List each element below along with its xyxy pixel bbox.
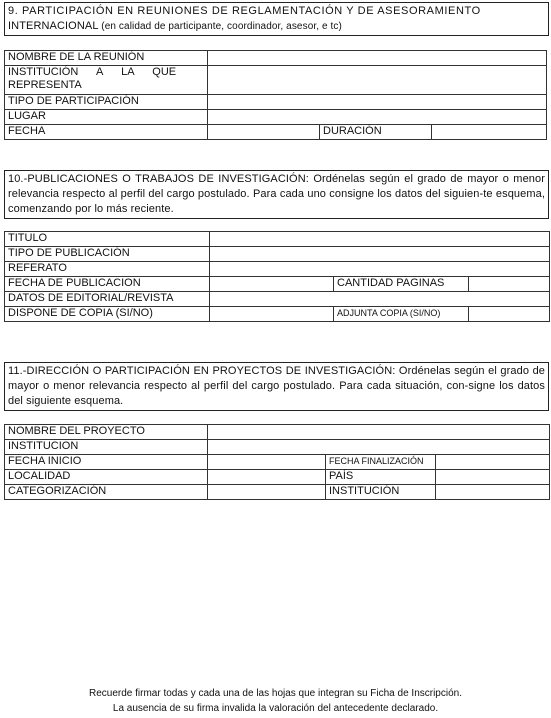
label-institucion-line2: REPRESENTA: [8, 79, 82, 91]
field-fecha-publicacion[interactable]: [210, 277, 334, 292]
field-institucion-2[interactable]: [436, 485, 550, 500]
footer-line-1: Recuerde firmar todas y cada una de las hojas que integran su Ficha de Inscripción.: [89, 688, 462, 699]
label-localidad: LOCALIDAD: [5, 470, 208, 485]
field-referato[interactable]: [210, 262, 550, 277]
label-fecha-publicacion: FECHA DE PUBLICACION: [5, 277, 210, 292]
label-dispone-copia: DISPONE DE COPIA (SI/NO): [5, 307, 210, 322]
field-fecha[interactable]: [208, 125, 320, 140]
label-institucion-2: INSTITUCIÓN: [326, 485, 436, 500]
section-9-title: 9. PARTICIPACIÓN EN REUNIONES DE REGLAMENTACIÓN Y DE ASESORAMIENTO: [8, 5, 481, 17]
section-10-header: 10.-PUBLICACIONES O TRABAJOS DE INVESTIGACIÓN: Ordénelas según el grado de mayor o menor relevancia respecto al perfil del cargo postulado. Para cada uno consigne los datos del siguien-te esquema, comenzando por lo más reciente.: [4, 170, 549, 219]
label-fecha: FECHA: [5, 125, 208, 140]
field-institucion-representa[interactable]: [208, 66, 547, 95]
section-9-title-cont: [8, 19, 545, 34]
label-datos-editorial: DATOS DE EDITORIAL/REVISTA: [5, 292, 210, 307]
field-adjunta-copia[interactable]: [469, 307, 550, 322]
footer-line-2: La ausencia de su firma invalida la valoración del antecedente declarado.: [112, 703, 439, 714]
field-tipo-participacion[interactable]: [208, 95, 547, 110]
field-pais[interactable]: [436, 470, 550, 485]
section-9-title-tail: INTERNACIONAL: [8, 20, 102, 32]
label-adjunta-copia: ADJUNTA COPIA (SI/NO): [334, 307, 469, 322]
field-fecha-finalizacion[interactable]: [436, 455, 550, 470]
label-institucion-representa: [5, 66, 208, 95]
label-institucion: INSTITUCION: [5, 440, 208, 455]
field-cantidad-paginas[interactable]: [469, 277, 550, 292]
label-fecha-inicio: FECHA INICIO: [5, 455, 208, 470]
field-categorizacion[interactable]: [208, 485, 326, 500]
label-referato: REFERATO: [5, 262, 210, 277]
label-fecha-finalizacion: FECHA FINALIZACIÓN: [326, 455, 436, 470]
section-9-header: [4, 2, 549, 36]
label-categorizacion: CATEGORIZACIÓN: [5, 485, 208, 500]
section-9-table: [4, 50, 547, 140]
section-10-table: [4, 231, 550, 322]
footer-notice: [0, 686, 551, 716]
field-nombre-reunion[interactable]: [208, 51, 547, 66]
section-11-header: 11.-DIRECCIÓN O PARTICIPACIÓN EN PROYECTOS DE INVESTIGACIÓN: Ordénelas según el grado de mayor o menor relevancia respecto al perfil del cargo postulado. Para cada situación, con-signe los datos del siguiente esquema.: [4, 362, 549, 411]
field-nombre-proyecto[interactable]: [208, 425, 550, 440]
field-institucion[interactable]: [208, 440, 550, 455]
field-dispone-copia[interactable]: [210, 307, 334, 322]
field-tipo-publicacion[interactable]: [210, 247, 550, 262]
label-tipo-publicacion: TIPO DE PUBLICACIÓN: [5, 247, 210, 262]
section-9-note: (en calidad de participante, coordinador, asesor, e tc): [101, 21, 342, 32]
label-tipo-participacion: TIPO DE PARTICIPACIÓN: [5, 95, 208, 110]
label-institucion-line1: INSTITUCIÓN A LA QUE: [8, 66, 177, 78]
label-nombre-proyecto: NOMBRE DEL PROYECTO: [5, 425, 208, 440]
label-nombre-reunion: NOMBRE DE LA REUNIÓN: [5, 51, 208, 66]
field-lugar[interactable]: [208, 110, 547, 125]
field-fecha-inicio[interactable]: [208, 455, 326, 470]
label-pais: PAÍS: [326, 470, 436, 485]
label-cantidad-paginas: CANTIDAD PAGINAS: [334, 277, 469, 292]
field-datos-editorial[interactable]: [210, 292, 550, 307]
label-duracion: DURACIÓN: [320, 125, 432, 140]
field-duracion[interactable]: [432, 125, 547, 140]
field-titulo[interactable]: [210, 232, 550, 247]
label-lugar: LUGAR: [5, 110, 208, 125]
field-localidad[interactable]: [208, 470, 326, 485]
section-11-table: [4, 424, 550, 500]
label-titulo: TITULO: [5, 232, 210, 247]
